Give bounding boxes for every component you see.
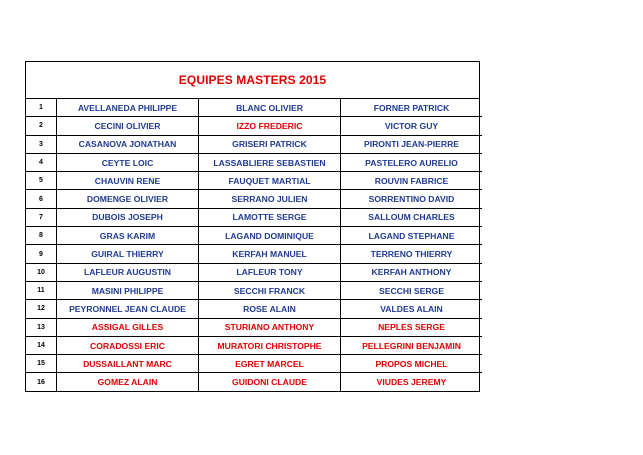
player-name: PASTELERO AURELIO (341, 153, 483, 171)
player-name: PEYRONNEL JEAN CLAUDE (57, 300, 199, 318)
player-name: VICTOR GUY (341, 117, 483, 135)
team-number: 2 (26, 117, 57, 135)
team-row (26, 99, 482, 117)
team-number: 5 (26, 172, 57, 190)
player-name: LAGAND STEPHANE (341, 227, 483, 245)
team-number: 9 (26, 245, 57, 263)
player-name: ROSE ALAIN (199, 300, 341, 318)
player-name: GOMEZ ALAIN (57, 373, 199, 391)
player-name: ASSIGAL GILLES (57, 318, 199, 336)
team-row (26, 245, 482, 263)
team-number: 13 (26, 318, 57, 336)
player-name: CORADOSSI ERIC (57, 336, 199, 354)
player-name: SALLOUM CHARLES (341, 208, 483, 226)
team-number: 1 (26, 99, 57, 117)
player-name: LASSABLIERE SEBASTIEN (199, 153, 341, 171)
team-number: 3 (26, 135, 57, 153)
team-number: 15 (26, 355, 57, 373)
player-name: PELLEGRINI BENJAMIN (341, 336, 483, 354)
player-name: ROUVIN FABRICE (341, 172, 483, 190)
player-name: SECCHI SERGE (341, 281, 483, 299)
team-row (26, 208, 482, 226)
player-name: MASINI PHILIPPE (57, 281, 199, 299)
team-row (26, 355, 482, 373)
title-row (26, 62, 479, 99)
team-number: 6 (26, 190, 57, 208)
player-name: SERRANO JULIEN (199, 190, 341, 208)
team-number: 11 (26, 281, 57, 299)
team-number: 10 (26, 263, 57, 281)
player-name: CHAUVIN RENE (57, 172, 199, 190)
player-name: CECINI OLIVIER (57, 117, 199, 135)
teams-table-body (26, 99, 482, 391)
team-number: 12 (26, 300, 57, 318)
team-number: 14 (26, 336, 57, 354)
player-name: CEYTE LOIC (57, 153, 199, 171)
teams-table (26, 99, 482, 391)
page-title: EQUIPES MASTERS 2015 (178, 73, 327, 87)
player-name: EGRET MARCEL (199, 355, 341, 373)
player-name: STURIANO ANTHONY (199, 318, 341, 336)
team-number: 16 (26, 373, 57, 391)
player-name: FAUQUET MARTIAL (199, 172, 341, 190)
player-name: BLANC OLIVIER (199, 99, 341, 117)
player-name: AVELLANEDA PHILIPPE (57, 99, 199, 117)
team-number: 4 (26, 153, 57, 171)
player-name: GUIDONI CLAUDE (199, 373, 341, 391)
player-name: SECCHI FRANCK (199, 281, 341, 299)
team-row (26, 281, 482, 299)
player-name: SORRENTINO DAVID (341, 190, 483, 208)
team-row (26, 373, 482, 391)
team-row (26, 117, 482, 135)
player-name: MURATORI CHRISTOPHE (199, 336, 341, 354)
team-row (26, 190, 482, 208)
team-number: 7 (26, 208, 57, 226)
player-name: GRISERI PATRICK (199, 135, 341, 153)
team-number: 8 (26, 227, 57, 245)
player-name: VIUDES JEREMY (341, 373, 483, 391)
player-name: NEPLES SERGE (341, 318, 483, 336)
team-row (26, 336, 482, 354)
player-name: GUIRAL THIERRY (57, 245, 199, 263)
team-row (26, 172, 482, 190)
player-name: GRAS KARIM (57, 227, 199, 245)
player-name: CASANOVA JONATHAN (57, 135, 199, 153)
player-name: DUBOIS JOSEPH (57, 208, 199, 226)
team-row (26, 300, 482, 318)
player-name: KERFAH MANUEL (199, 245, 341, 263)
player-name: FORNER PATRICK (341, 99, 483, 117)
player-name: VALDES ALAIN (341, 300, 483, 318)
player-name: DUSSAILLANT MARC (57, 355, 199, 373)
team-row (26, 227, 482, 245)
team-row (26, 263, 482, 281)
teams-sheet (25, 61, 480, 392)
team-row (26, 153, 482, 171)
player-name: PIRONTI JEAN-PIERRE (341, 135, 483, 153)
team-row (26, 135, 482, 153)
team-row (26, 318, 482, 336)
player-name: LAMOTTE SERGE (199, 208, 341, 226)
player-name: IZZO FREDERIC (199, 117, 341, 135)
player-name: DOMENGE OLIVIER (57, 190, 199, 208)
player-name: LAFLEUR AUGUSTIN (57, 263, 199, 281)
player-name: PROPOS MICHEL (341, 355, 483, 373)
player-name: TERRENO THIERRY (341, 245, 483, 263)
player-name: KERFAH ANTHONY (341, 263, 483, 281)
player-name: LAGAND DOMINIQUE (199, 227, 341, 245)
player-name: LAFLEUR TONY (199, 263, 341, 281)
